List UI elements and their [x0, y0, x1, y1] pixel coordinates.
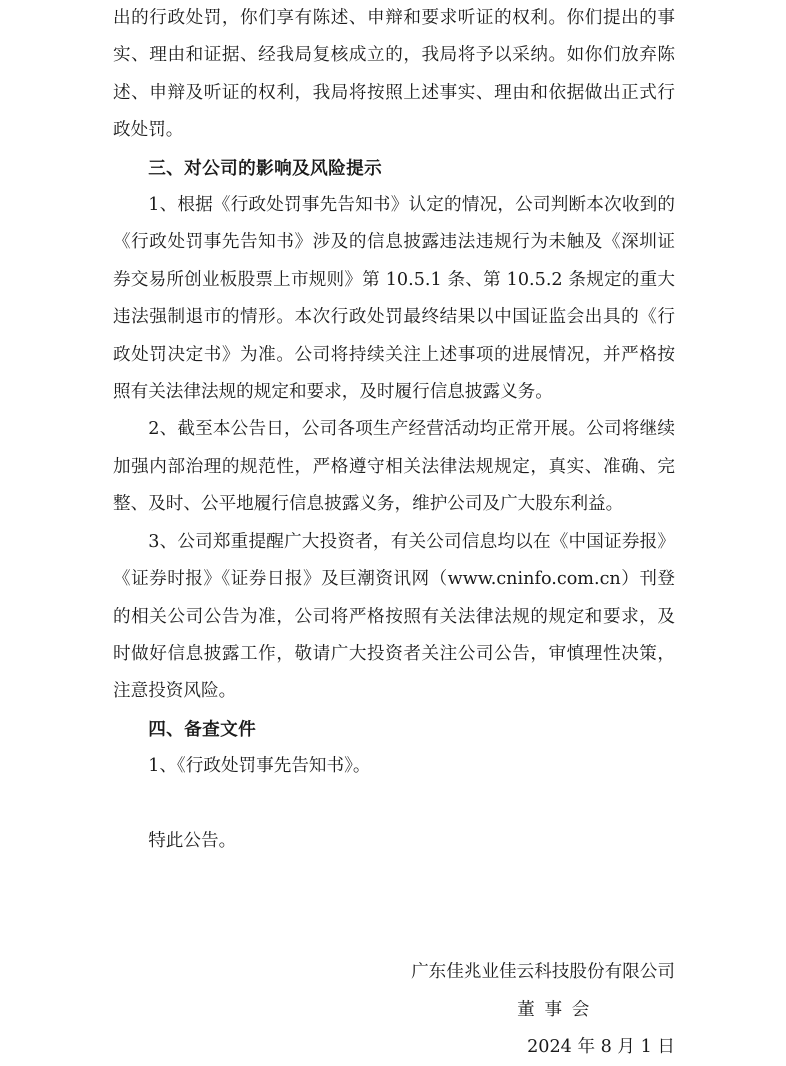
section-three-paragraph-2: 2、截至本公告日，公司各项生产经营活动均正常开展。公司将继续加强内部治理的规范性，严格遵守相关法律法规规定，真实、准确、完整、及时、公平地履行信息披露义务，维护公司及广大股东利益。	[113, 419, 675, 515]
closing-statement: 特此公告。	[148, 830, 237, 851]
document-content	[113, 0, 675, 1066]
signature-company-name: 广东佳兆业佳云科技股份有限公司	[411, 962, 675, 983]
section-heading-four: 四、备查文件	[148, 718, 257, 740]
section-three-paragraph-3: 3、公司郑重提醒广大投资者，有关公司信息均以在《中国证券报》《证券时报》《证券日报》及巨潮资讯网（www.cninfo.com.cn）刊登的相关公司公告为准，公司将严格按照有关法律法规的规定和要求，及时做好信息披露工作，敬请广大投资者关注公司公告，审慎理性决策，注意投资风险。	[113, 531, 675, 702]
section-heading-three: 三、对公司的影响及风险提示	[148, 157, 383, 179]
spacer-before-closing	[113, 786, 675, 823]
continuation-paragraph: 出的行政处罚，你们享有陈述、申辩和要求听证的权利。你们提出的事实、理由和证据、经我局复核成立的，我局将予以采纳。如你们放弃陈述、申辩及听证的权利，我局将按照上述事实、理由和依据做出正式行政处罚。	[113, 8, 675, 141]
signature-issuer: 董事会	[517, 999, 599, 1020]
section-four-item-1: 1、《行政处罚事先告知书》。	[148, 756, 371, 777]
spacer-before-signature-a	[113, 860, 675, 897]
spacer-before-signature-c	[113, 935, 675, 954]
section-three-paragraph-1: 1、根据《行政处罚事先告知书》认定的情况，公司判断本次收到的《行政处罚事先告知书》涉及的信息披露违法违规行为未触及《深圳证券交易所创业板股票上市规则》第 10.5.1 条、第 10.5.2 条规定的重大违法强制退市的情形。本次行政处罚最终结果以中国证监会出具的《行政处罚决定书》为准。公司将持续关注上述事项的进展情况，并严格按照有关法律法规的规定和要求，及时履行信息披露义务。	[113, 195, 675, 403]
signature-date: 2024 年 8 月 1 日	[527, 1036, 675, 1057]
spacer-before-signature-b	[113, 898, 675, 935]
signature-block	[113, 954, 675, 1066]
